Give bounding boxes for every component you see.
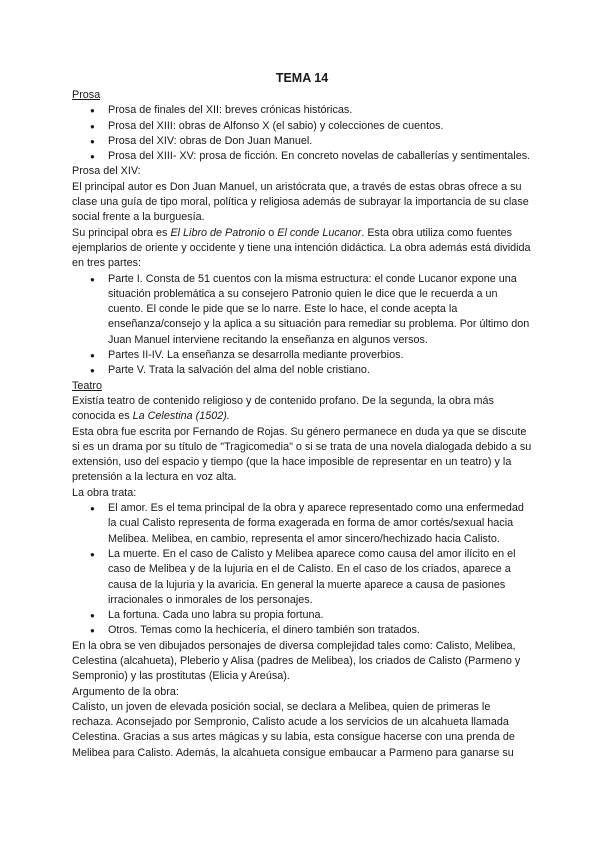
list-item: ● El amor. Es el tema principal de la obra y aparece representado como una enfermedad la cual Calisto representa de forma exagerada en forma de amor cortés/sexual hacia Melibea. Melibea, en cambio, representa el amor sincero/hechizado hacia Calisto. (108, 501, 532, 547)
text-span: Su principal obra es (72, 226, 171, 239)
list-item: ● La fortuna. Cada uno labra su propia fortuna. (108, 608, 532, 623)
temas-list (72, 501, 532, 639)
paragraph: Esta obra fue escrita por Fernando de Rojas. Su género permanece en duda ya que se discute si es un drama por su título de "Tragicomedia" o si se trata de una novela dialogada debido a su extensión, uso del espacio y tiempo (que la hace imposible de representar en un teatro) y la pretensión a la lectura en voz alta. (72, 425, 532, 484)
paragraph-obra (72, 226, 532, 272)
work-title: El Libro de Patronio (170, 226, 266, 239)
partes-list (72, 272, 532, 379)
page-title: TEMA 14 (275, 71, 329, 85)
paragraph-teatro-intro (72, 394, 532, 425)
section-heading-prosa: Prosa (72, 89, 101, 101)
list-item: ● Parte V. Trata la salvación del alma del noble cristiano. (108, 363, 532, 378)
section-heading-teatro: Teatro (72, 379, 103, 392)
text-span: Existía teatro de contenido religioso y de contenido profano. De la segunda, la obra más conocida es (72, 394, 494, 423)
list-item: ● Prosa del XIII: obras de Alfonso X (el sabio) y colecciones de cuentos. (108, 119, 532, 134)
paragraph: Calisto, un joven de elevada posición social, se declara a Melibea, quien de primeras le rechaza. Aconsejado por Sempronio, Calisto acude a los servicios de un alcahueta llamada Celestina. Gracias a sus artes mágicas y su labia, esta consigue hacerse con una prenda de Melibea para Calisto. Además, la alcahueta consigue embaucar a Parmeno para ganarse su (72, 700, 515, 759)
work-title: La Celestina (1502). (132, 410, 230, 423)
subheading-argumento: Argumento de la obra: (72, 685, 179, 698)
list-item: ● Otros. Temas como la hechicería, el dinero también son tratados. (108, 623, 532, 638)
list-item: ● Prosa de finales del XII: breves crónicas históricas. (108, 103, 532, 118)
list-item: ● Partes II-IV. La enseñanza se desarrolla mediante proverbios. (108, 348, 532, 363)
subheading-prosa-xiv: Prosa del XIV: (72, 165, 141, 178)
list-item: ● Prosa del XIV: obras de Don Juan Manuel. (108, 134, 532, 149)
prosa-list (72, 103, 532, 164)
paragraph: El principal autor es Don Juan Manuel, un aristócrata que, a través de estas obras ofrece a su clase una guía de tipo moral, política y religiosa además de subrayar la importancia de su clase social frente a la burguesía. (72, 180, 529, 224)
list-item: ● Prosa del XIII- XV: prosa de ficción. En concreto novelas de caballerías y sentimentales. (108, 149, 532, 164)
document-page (72, 70, 532, 761)
list-item: ● La muerte. En el caso de Calisto y Melibea aparece como causa del amor ilícito en el caso de Melibea y de la lujuria en el de Calisto. En el caso de los criados, aparece a causa de la lujuria y la avaricia. En general la muerte aparece a causa de pasiones irracionales o inmorales de los personajes. (108, 547, 532, 608)
paragraph: En la obra se ven dibujados personajes de diversa complejidad tales como: Calisto, Melibea, Celestina (alcahueta), Pleberio y Alisa (padres de Melibea), los criados de Calisto (Parmeno y Sempronio) y las prostitutas (Elicia y Areúsa). (72, 639, 521, 683)
text-span: o (265, 226, 278, 239)
subheading-obra-trata: La obra trata: (72, 486, 137, 499)
list-item: ● Parte I. Consta de 51 cuentos con la misma estructura: el conde Lucanor expone una situación problemática a su consejero Patronio quien le dice que le recuerda a un cuento. El conde le pide que se lo narre. Este lo hace, el conde acepta la enseñanza/consejo y la aplica a su situación para remediar su problema. Por último don Juan Manuel interviene recitando la enseñanza en algunos versos. (108, 272, 532, 348)
text-span: . Esta obra utiliza como fuentes ejemplarios de oriente y occidente y tiene una intención didáctica. La obra además está dividida en tres partes: (72, 226, 531, 270)
work-title: El conde Lucanor (277, 226, 362, 239)
